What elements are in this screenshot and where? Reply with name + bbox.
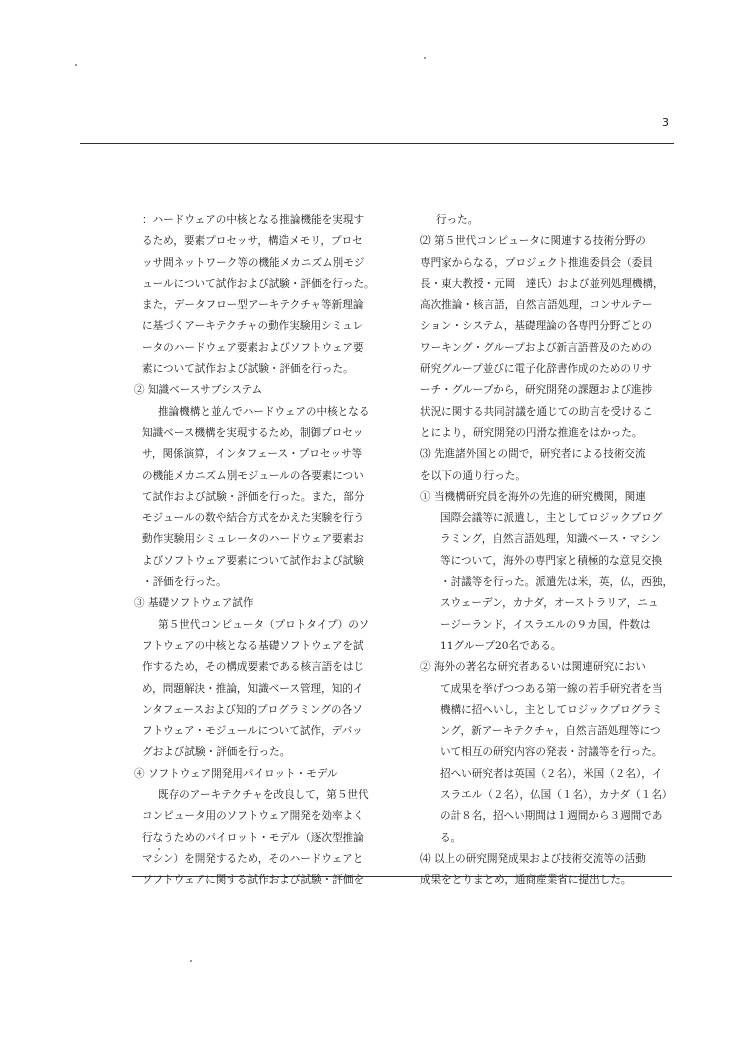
text-line: ラミング，自然言語処理，知識ベース・マシン: [440, 533, 662, 546]
text-line: とにより，研究開発の円滑な推進をはかった。: [420, 426, 643, 439]
list-item-4: ⑷ 以上の研究開発成果および技術交流等の活動: [420, 852, 646, 865]
text-line: ：ハードウェアの中核となる推論機能を実現す: [142, 214, 365, 226]
text-line: め，問題解決・推論，知識ベース管理，知的イ: [142, 682, 364, 695]
section-heading: ③ 基礎ソフトウェア試作: [134, 597, 254, 610]
text-line: ワーキング・グループおよび新言語普及のための: [420, 341, 652, 354]
text-line: 研究グループ並びに電子化辞書作成のためのリサ: [420, 363, 653, 376]
section-heading: ④ ソフトウェア開発用パイロット・モデル: [134, 767, 338, 780]
text-line: ーチ・グループから，研究開発の課題および進捗: [420, 384, 653, 397]
text-line: モジュールの数や結合方式をかえた実験を行う: [142, 512, 365, 525]
text-line: て成果を挙げつつある第一線の若手研究者を当: [440, 682, 663, 695]
text-line: 状況に関する共同討議を通じての助言を受けるこ: [420, 405, 654, 418]
text-line: 知識ベース機構を実現するため，制御プロセッ: [142, 426, 364, 439]
text-line: て試作および試験・評価を行った。また，部分: [142, 490, 365, 503]
text-line: る。: [440, 831, 462, 844]
text-line: マシン）を開発するため，そのハードウェアと: [142, 852, 364, 865]
scan-speck: [75, 64, 77, 66]
scan-speck: [424, 57, 426, 59]
list-item-3: ⑶ 先進諸外国との間で，研究者による技術交流: [420, 448, 646, 461]
text-line: ュールについて試作および試験・評価を行った。: [142, 277, 375, 290]
text-line: の機能メカニズム別モジュールの各要素につい: [142, 469, 364, 482]
text-line: ータのハードウェア要素およびソフトウェア要: [142, 341, 364, 354]
text-line: 11グループ20名である。: [440, 639, 562, 652]
text-line: スウェーデン，カナダ，オーストラリア，ニュ: [440, 597, 659, 610]
text-line: 長・東大教授・元岡 達氏）および並列処理機構，: [420, 277, 664, 290]
text-line: ッサ間ネットワーク等の機能メカニズム別モジ: [142, 256, 365, 269]
left-column: [134, 210, 394, 892]
text-line: 推論機構と並んでハードウェアの中核となる: [158, 405, 370, 418]
text-line: 等について，海外の専門家と積極的な意見交換: [440, 554, 663, 567]
text-line: ション・システム，基礎理論の各専門分野ごとの: [420, 320, 653, 333]
text-line: フトウェアの中核となる基礎ソフトウェアを試: [142, 639, 364, 652]
text-line: フトウェア・モジュールについて試作，デバッ: [142, 725, 363, 738]
footer-rule: [132, 876, 672, 877]
text-line: コンピュータ用のソフトウェア開発を効率よく: [142, 810, 364, 823]
text-line: 高次推論・核言語，自然言語処理，コンサルテー: [420, 299, 653, 312]
text-line: スラエル（２名），仏国（１名），カナダ（１名）: [440, 789, 673, 802]
text-line: 既存のアーキテクチャを改良して，第５世代: [158, 789, 369, 802]
text-line: いて相互の研究内容の発表・討議等を行った。: [440, 746, 663, 759]
text-line: に基づくアーキテクチャの動作実験用シミュレ: [142, 320, 364, 333]
sub-item-2: ② 海外の著名な研究者あるいは関連研究におい: [420, 661, 646, 674]
text-line: 成果をとりまとめ，通商産業省に提出した。: [420, 874, 632, 887]
text-line: 行った。: [436, 214, 479, 226]
text-line: 国際会議等に派遣し，主としてロジックプログ: [440, 512, 663, 525]
text-line: 素について試作および試験・評価を行った。: [142, 363, 354, 376]
text-line: ージーランド，イスラエルの９カ国，件数は: [440, 618, 651, 631]
text-line: グおよび試験・評価を行った。: [142, 746, 291, 759]
text-line: るため，要素プロセッサ，構造メモリ，プロセ: [142, 235, 363, 248]
text-line: ンタフェースおよび知的プログラミングの各ソ: [142, 703, 363, 716]
text-line: 作するため，その構成要素である核言語をはじ: [142, 661, 365, 674]
page-number: 3: [662, 116, 669, 129]
text-line: 行なうためのパイロット・モデル（逐次型推論: [142, 831, 364, 844]
header-rule: [80, 143, 674, 144]
text-line: 機構に招へいし，主としてロジックプログラミ: [440, 703, 663, 716]
text-line: 動作実験用シミュレータのハードウェア要素お: [142, 533, 364, 546]
sub-item-1: ① 当機構研究員を海外の先進的研究機関，関連: [420, 490, 646, 503]
text-line: 招へい研究者は英国（２名），米国（２名），イ: [440, 767, 663, 780]
text-line: ・評価を行った。: [142, 576, 227, 589]
scan-speck: [190, 960, 192, 962]
text-line: また，データフロー型アーキテクチャ等新理論: [142, 299, 364, 312]
text-line: ソフトウェアに関する試作および試験・評価を: [142, 874, 365, 887]
text-line: を以下の通り行った。: [420, 469, 526, 482]
section-heading: ② 知識ベースサブシステム: [134, 384, 263, 397]
text-line: 専門家からなる，プロジェクト推進委員会（委員: [420, 256, 653, 269]
text-line: サ，関係演算，インタフェース・プロセッサ等: [142, 448, 363, 461]
list-item-2: ⑵ 第５世代コンピュータに関連する技術分野の: [420, 235, 646, 248]
text-line: よびソフトウェア要素について試作および試験: [142, 554, 364, 567]
right-column: [420, 210, 682, 892]
text-line: の計８名，招へい期間は１週間から３週間であ: [440, 810, 663, 823]
text-line: 第５世代コンピュータ（プロトタイプ）のソ: [158, 618, 370, 631]
text-line: ・討議等を行った。派遣先は米，英，仏，西独，: [440, 576, 674, 589]
text-line: ング，新アーキテクチャ，自然言語処理等につ: [440, 725, 661, 738]
